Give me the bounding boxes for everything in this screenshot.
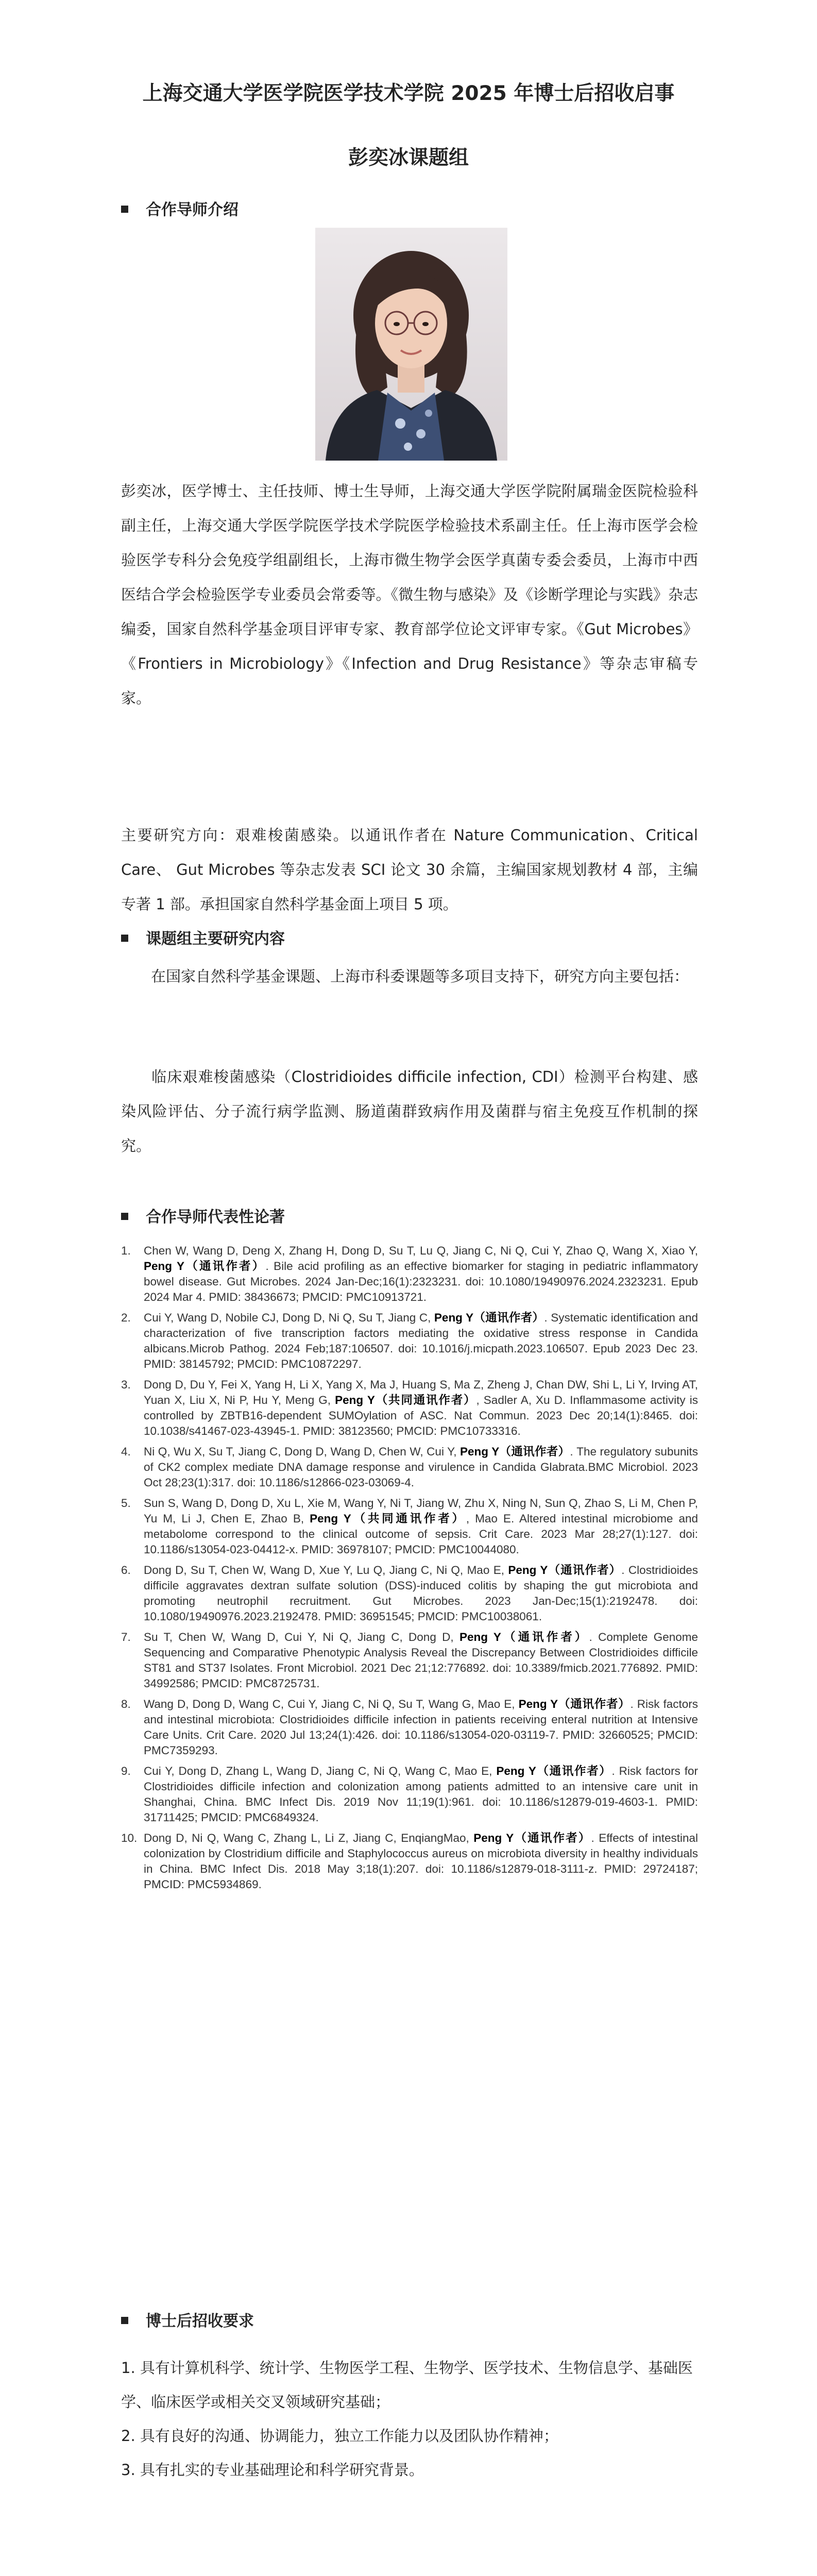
research-directions-text: 临床艰难梭菌感染（Clostridioides difficile infection, CDI）检测平台构建、感染风险评估、分子流行病学监测、肠道菌群致病作用及菌群与宿主免疫互作机制的探究。 — [121, 1068, 698, 1155]
reference-number: 9. — [121, 1765, 131, 1777]
reference-details: . Clostridioides difficile aggravates dextran sulfate solution (DSS)-induced colitis by shaping the gut microbiota and promoting neutrophil recruitment. Gut Microbes. 2023 Jan-Dec;15(1):2192478. doi: 10.1080/19490976.2023.2192478. PMID: 36951545; PMCID: PMC10038061. — [144, 1564, 698, 1623]
section-heading-papers — [121, 1204, 285, 1227]
reference-authors: Dong D, Su T, Chen W, Wang D, Xue Y, Lu Q, Jiang C, Ni Q, Mao E, — [144, 1564, 508, 1577]
reference-details: , Sadler A, Xu D. Inflammasome activity is controlled by ZBTB16-dependent SUMOylation of ASC. Nat Commun. 2023 Dec 20;14(1):8465. doi: 10.1038/s41467-023-43945-1. PMID: 38123560; PMCID: PMC10733316. — [144, 1394, 698, 1437]
corresponding-author: Peng Y（共同通讯作者） — [310, 1512, 466, 1525]
reference-number: 4. — [121, 1445, 131, 1458]
mentor-photo — [315, 228, 507, 461]
reference-authors: Wang D, Dong D, Wang C, Cui Y, Jiang C, Ni Q, Su T, Wang G, Mao E, — [144, 1698, 519, 1710]
section-heading-requirements — [121, 2308, 254, 2331]
research-directions — [121, 1060, 698, 1163]
reference-number: 2. — [121, 1311, 131, 1324]
corresponding-author: Peng Y（通讯作者） — [508, 1564, 622, 1577]
requirement-item: 1. 具有计算机科学、统计学、生物医学工程、生物学、医学技术、生物信息学、基础医学、临床医学或相关交叉领域研究基础； — [121, 2359, 693, 2411]
reference-authors: Dong D, Ni Q, Wang C, Zhang L, Li Z, Jiang C, EnqiangMao, — [144, 1832, 474, 1844]
corresponding-author: Peng Y（通讯作者） — [460, 1445, 570, 1458]
requirement-item: 3. 具有扎实的专业基础理论和科学研究背景。 — [121, 2461, 424, 2479]
reference-authors: Sun S, Wang D, Dong D, Xu L, Xie M, Wang Y, Ni T, Jiang W, Zhu X, Ning N, Sun Q, Zhao S, Li M, Chen P, Yu M, Li J, Chen E, Zhao B, — [144, 1497, 698, 1525]
reference-authors: Chen W, Wang D, Deng X, Zhang H, Dong D, Su T, Lu Q, Jiang C, Ni Q, Cui Y, Zhao Q, Wang X, Xiao Y, — [144, 1244, 698, 1257]
reference-details: . Risk factors for Clostridioides difficile infection and colonization among patients admitted to an intensive care unit in Shanghai, China. BMC Infect Dis. 2019 Nov 11;19(1):961. doi: 10.1186/s12879-019-4603-1. PMID: 31711425; PMCID: PMC6849324. — [144, 1765, 698, 1824]
page-title: 上海交通大学医学院医学技术学院 2025 年博士后招收启事 — [142, 82, 675, 105]
reference-item — [121, 1496, 698, 1557]
corresponding-author: Peng Y（通讯作者） — [144, 1260, 266, 1273]
reference-number: 6. — [121, 1564, 131, 1577]
reference-item — [121, 1764, 698, 1825]
research-intro — [121, 959, 698, 994]
reference-number: 3. — [121, 1378, 131, 1391]
reference-details: . Effects of intestinal colonization by Clostridium difficile and Staphylococcus aureus on microbiota diversity in healthy individuals in China. BMC Infect Dis. 2018 May 3;18(1):207. doi: 10.1186/s12879-018-3111-z. PMID: 29724187; PMCID: PMC5934869. — [144, 1832, 698, 1891]
reference-details: . Bile acid profiling as an effective biomarker for staging in pediatric inflammatory bowel disease. Gut Microbes. 2024 Jan-Dec;16(1):2323231. doi: 10.1080/19490976.2024.2323231. Epub 2024 Mar 4. PMID: 38436673; PMCID: PMC10913721. — [144, 1260, 698, 1303]
requirements-list — [121, 2351, 698, 2487]
square-bullet-icon — [121, 935, 128, 942]
corresponding-author: Peng Y（通讯作者） — [496, 1765, 612, 1777]
square-bullet-icon — [121, 2317, 128, 2324]
reference-number: 7. — [121, 1631, 131, 1643]
mentor-bio: 彭奕冰，医学博士、主任技师、博士生导师，上海交通大学医学院附属瑞金医院检验科副主任，上海交通大学医学院医学技术学院医学检验技术系副主任。任上海市医学会检验医学专科分会免疫学组副组长，上海市微生物学会医学真菌专委会委员，上海市中西医结合学会检验医学专业委员会常委等。《微生物与感染》及《诊断学理论与实践》杂志编委，国家自然科学基金项目评审专家、教育部学位论文评审专家。《Gut Microbes》《Frontiers in Microbiology》《Infection and Drug Resistance》等杂志审稿专家。 — [121, 482, 698, 707]
section-heading-research — [121, 926, 285, 948]
reference-item — [121, 1563, 698, 1624]
reference-details: . The regulatory subunits of CK2 complex mediate DNA damage response and virulence in Candida Glabrata.BMC Microbiol. 2023 Oct 28;23(1):317. doi: 10.1186/s12866-023-03069-4. — [144, 1445, 698, 1489]
square-bullet-icon — [121, 206, 128, 213]
requirement-item: 2. 具有良好的沟通、协调能力，独立工作能力以及团队协作精神； — [121, 2427, 558, 2445]
reference-authors: Ni Q, Wu X, Su T, Jiang C, Dong D, Wang D, Chen W, Cui Y, — [144, 1445, 461, 1458]
corresponding-author: Peng Y（通讯作者） — [434, 1311, 544, 1324]
reference-details: . Systematic identification and characterization of five transcription factors mediating the oxidative stress response in Candida albicans.Microb Pathog. 2024 Feb;187:106507. doi: 10.1016/j.micpath.2023.106507. Epub 2023 Dec 23. PMID: 38145792; PMCID: PMC10872297. — [144, 1311, 698, 1370]
reference-details: , Mao E. Altered intestinal microbiome and metabolome correspond to the clinical outcome of sepsis. Crit Care. 2023 Mar 28;27(1):127. doi: 10.1186/s13054-023-04412-x. PMID: 36978107; PMCID: PMC10044080. — [144, 1512, 698, 1556]
square-bullet-icon — [121, 1213, 128, 1220]
portrait-image — [315, 228, 507, 461]
reference-item — [121, 1243, 698, 1305]
reference-item — [121, 1377, 698, 1439]
section-heading-label: 合作导师代表性论著 — [146, 1208, 285, 1226]
reference-authors: Dong D, Du Y, Fei X, Yang H, Li X, Yang X, Ma J, Huang S, Ma Z, Zheng J, Chan DW, Shi L, Li Y, Irving AT, Yuan X, Liu X, Ni P, Hu Y, Meng G, — [144, 1378, 698, 1406]
reference-item — [121, 1831, 698, 1892]
reference-details: . Complete Genome Sequencing and Comparative Phenotypic Analysis Reveal the Discrepancy Between Clostridioides difficile ST81 and ST37 Isolates. Front Microbiol. 2021 Dec 21;12:776892. doi: 10.3389/fmicb.2021.776892. PMID: 34992586; PMCID: PMC8725731. — [144, 1631, 698, 1690]
reference-item — [121, 1444, 698, 1490]
reference-number: 5. — [121, 1497, 131, 1510]
research-intro-text: 在国家自然科学基金课题、上海市科委课题等多项目支持下，研究方向主要包括： — [151, 968, 689, 985]
reference-details: . Risk factors and intestinal microbiota: Clostridioides difficile infection in patients receiving enteral nutrition at Intensive Care Units. Crit Care. 2020 Jul 13;24(1):426. doi: 10.1186/s13054-020-03119-7. PMID: 32660525; PMCID: PMC7359293. — [144, 1698, 698, 1757]
section-heading-mentor — [121, 197, 239, 219]
corresponding-author: Peng Y（通讯作者） — [518, 1698, 631, 1710]
corresponding-author: Peng Y（通讯作者） — [459, 1631, 589, 1643]
reference-item — [121, 1310, 698, 1372]
group-name: 彭奕冰课题组 — [348, 146, 469, 170]
corresponding-author: Peng Y（通讯作者） — [473, 1832, 591, 1844]
section-heading-label: 合作导师介绍 — [146, 201, 239, 219]
reference-number: 1. — [121, 1244, 131, 1257]
reference-number: 10. — [121, 1832, 138, 1844]
section-heading-label: 博士后招收要求 — [146, 2312, 254, 2330]
reference-item — [121, 1697, 698, 1758]
reference-list — [121, 1243, 698, 1897]
corresponding-author: Peng Y（共同通讯作者） — [335, 1394, 476, 1406]
reference-number: 8. — [121, 1698, 131, 1710]
reference-authors: Su T, Chen W, Wang D, Cui Y, Ni Q, Jiang C, Dong D, — [144, 1631, 459, 1643]
reference-item — [121, 1630, 698, 1691]
reference-authors: Cui Y, Dong D, Zhang L, Wang D, Jiang C, Ni Q, Wang C, Mao E, — [144, 1765, 497, 1777]
mentor-research-focus: 主要研究方向：艰难梭菌感染。以通讯作者在 Nature Communication、Critical Care、 Gut Microbes 等杂志发表 SCI 论文 30 余篇，主编国家规划教材 4 部，主编专著 1 部。承担国家自然科学基金面上项目 5 项。 — [121, 826, 698, 913]
reference-authors: Cui Y, Wang D, Nobile CJ, Dong D, Ni Q, Su T, Jiang C, — [144, 1311, 434, 1324]
section-heading-label: 课题组主要研究内容 — [146, 930, 285, 948]
